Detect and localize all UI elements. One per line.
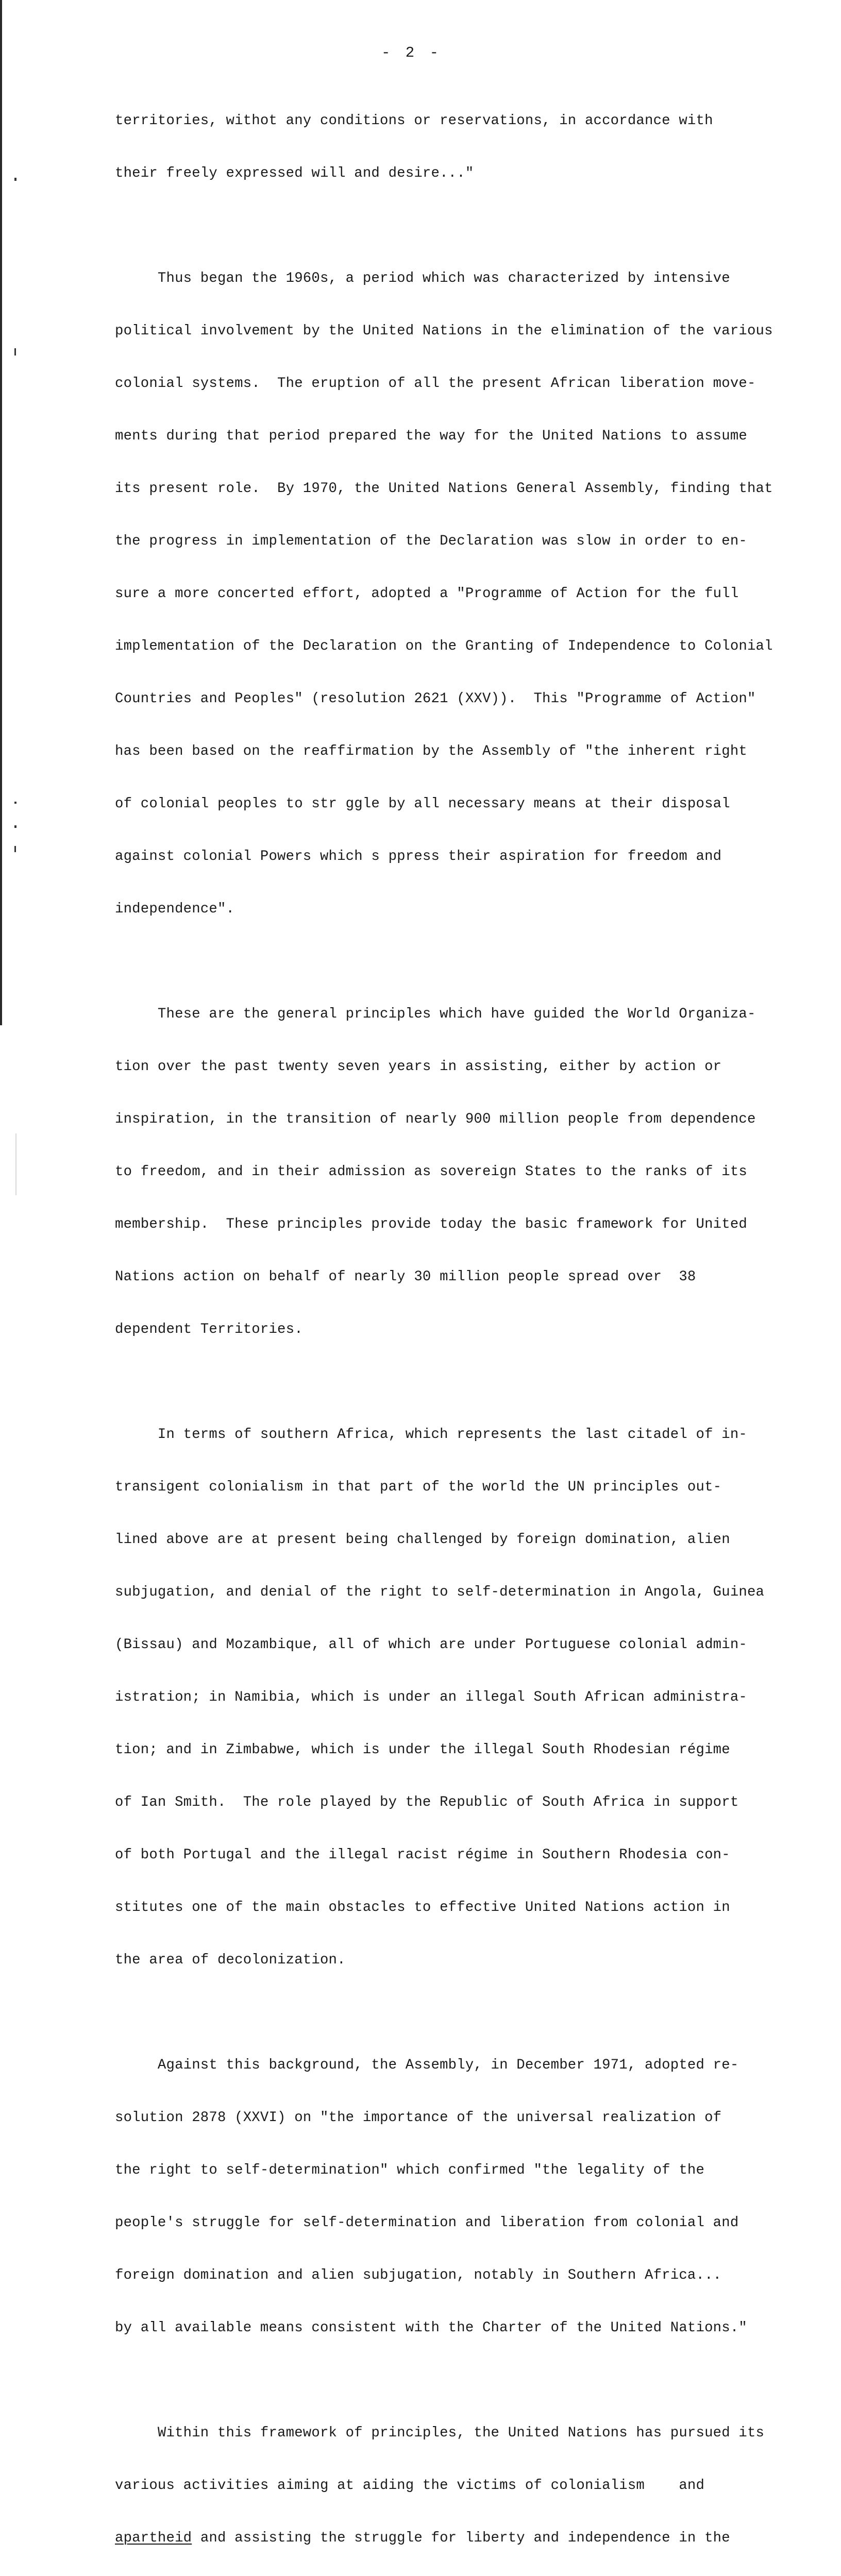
text-line: Countries and Peoples" (resolution 2621 (XXV)). This "Programme of Action"	[115, 691, 756, 707]
text-line: (Bissau) and Mozambique, all of which are under Portuguese colonial admin-	[115, 1637, 747, 1653]
text-line: has been based on the reaffirmation by the Assembly of "the inherent right	[115, 743, 747, 759]
text-line: dependent Territories.	[115, 1321, 303, 1337]
text-line: to freedom, and in their admission as sovereign States to the ranks of its	[115, 1164, 747, 1180]
paragraph-general-principles	[115, 971, 785, 1374]
text-line: the right to self-determination" which confirmed "the legality of the	[115, 2162, 705, 2178]
text-line: of colonial peoples to str ggle by all necessary means at their disposal	[115, 796, 730, 812]
text-line: their freely expressed will and desire..."	[115, 165, 474, 181]
margin-dot	[14, 348, 16, 355]
paragraph-continuation	[115, 77, 785, 217]
text-line: tion; and in Zimbabwe, which is under the illegal South Rhodesian régime	[115, 1742, 730, 1758]
text-line: independence".	[115, 901, 235, 917]
text-line: implementation of the Declaration on the Granting of Independence to Colonial	[115, 638, 773, 654]
text-line: membership. These principles provide today the basic framework for United	[115, 1216, 747, 1232]
text-line: ments during that period prepared the way for the United Nations to assume	[115, 428, 747, 444]
underlined-word: apartheid	[115, 2530, 192, 2546]
text-line: the area of decolonization.	[115, 1952, 346, 1968]
text-line: lined above are at present being challenged by foreign domination, alien	[115, 1532, 730, 1548]
text-line: transigent colonialism in that part of the world the UN principles out-	[115, 1479, 722, 1495]
text-line: its present role. By 1970, the United Nations General Assembly, finding that	[115, 481, 773, 497]
paragraph-resolution-2878	[115, 2022, 785, 2372]
text-line: colonial systems. The eruption of all the present African liberation move-	[115, 376, 756, 392]
text-line: various activities aiming at aiding the victims of colonialism and	[115, 2478, 705, 2494]
text-line: tion over the past twenty seven years in assisting, either by action or	[115, 1059, 722, 1075]
margin-dot	[14, 825, 16, 828]
text-line: inspiration, in the transition of nearly 900 million people from dependence	[115, 1111, 756, 1127]
margin-dot	[14, 846, 16, 852]
text-line: In terms of southern Africa, which represents the last citadel of in-	[115, 1427, 747, 1443]
text-line: Nations action on behalf of nearly 30 million people spread over 38	[115, 1269, 696, 1285]
text-line: Thus began the 1960s, a period which was characterized by intensive	[115, 270, 730, 286]
text-line: political involvement by the United Nations in the elimination of the various	[115, 323, 773, 339]
text-line: istration; in Namibia, which is under an illegal South African administra-	[115, 1689, 747, 1705]
document-body	[115, 77, 785, 2576]
paragraph-framework	[115, 2389, 785, 2576]
scan-bottom-edge-mark	[15, 1133, 16, 1195]
page-number: - 2 -	[381, 44, 442, 61]
margin-dot	[14, 802, 16, 804]
text-line: stitutes one of the main obstacles to effective United Nations action in	[115, 1900, 730, 1916]
text-line: of both Portugal and the illegal racist régime in Southern Rhodesia con-	[115, 1847, 730, 1863]
text-line	[115, 2530, 785, 2547]
scan-left-edge	[0, 0, 2, 1025]
text-line: Within this framework of principles, the United Nations has pursued its	[115, 2425, 765, 2441]
text-line: solution 2878 (XXVI) on "the importance of the universal realization of	[115, 2110, 722, 2126]
text-line: territories, withot any conditions or reservations, in accordance with	[115, 113, 713, 129]
text-line: by all available means consistent with the Charter of the United Nations."	[115, 2320, 747, 2336]
text-line: against colonial Powers which s ppress their aspiration for freedom and	[115, 849, 722, 865]
text-line: foreign domination and alien subjugation, notably in Southern Africa...	[115, 2267, 722, 2283]
text-line: These are the general principles which have guided the World Organiza-	[115, 1006, 756, 1022]
text-line: of Ian Smith. The role played by the Republic of South Africa in support	[115, 1794, 739, 1810]
text-fragment: and assisting the struggle for liberty and independence in the	[192, 2530, 730, 2546]
paragraph-1960s	[115, 235, 785, 953]
text-line: subjugation, and denial of the right to self-determination in Angola, Guinea	[115, 1584, 765, 1600]
text-line: sure a more concerted effort, adopted a "Programme of Action for the full	[115, 586, 739, 602]
text-line: people's struggle for self-determination and liberation from colonial and	[115, 2215, 739, 2231]
text-line: the progress in implementation of the Declaration was slow in order to en-	[115, 533, 747, 549]
margin-dot	[14, 178, 16, 181]
text-line: Against this background, the Assembly, in December 1971, adopted re-	[115, 2057, 739, 2073]
paragraph-southern-africa	[115, 1391, 785, 2004]
